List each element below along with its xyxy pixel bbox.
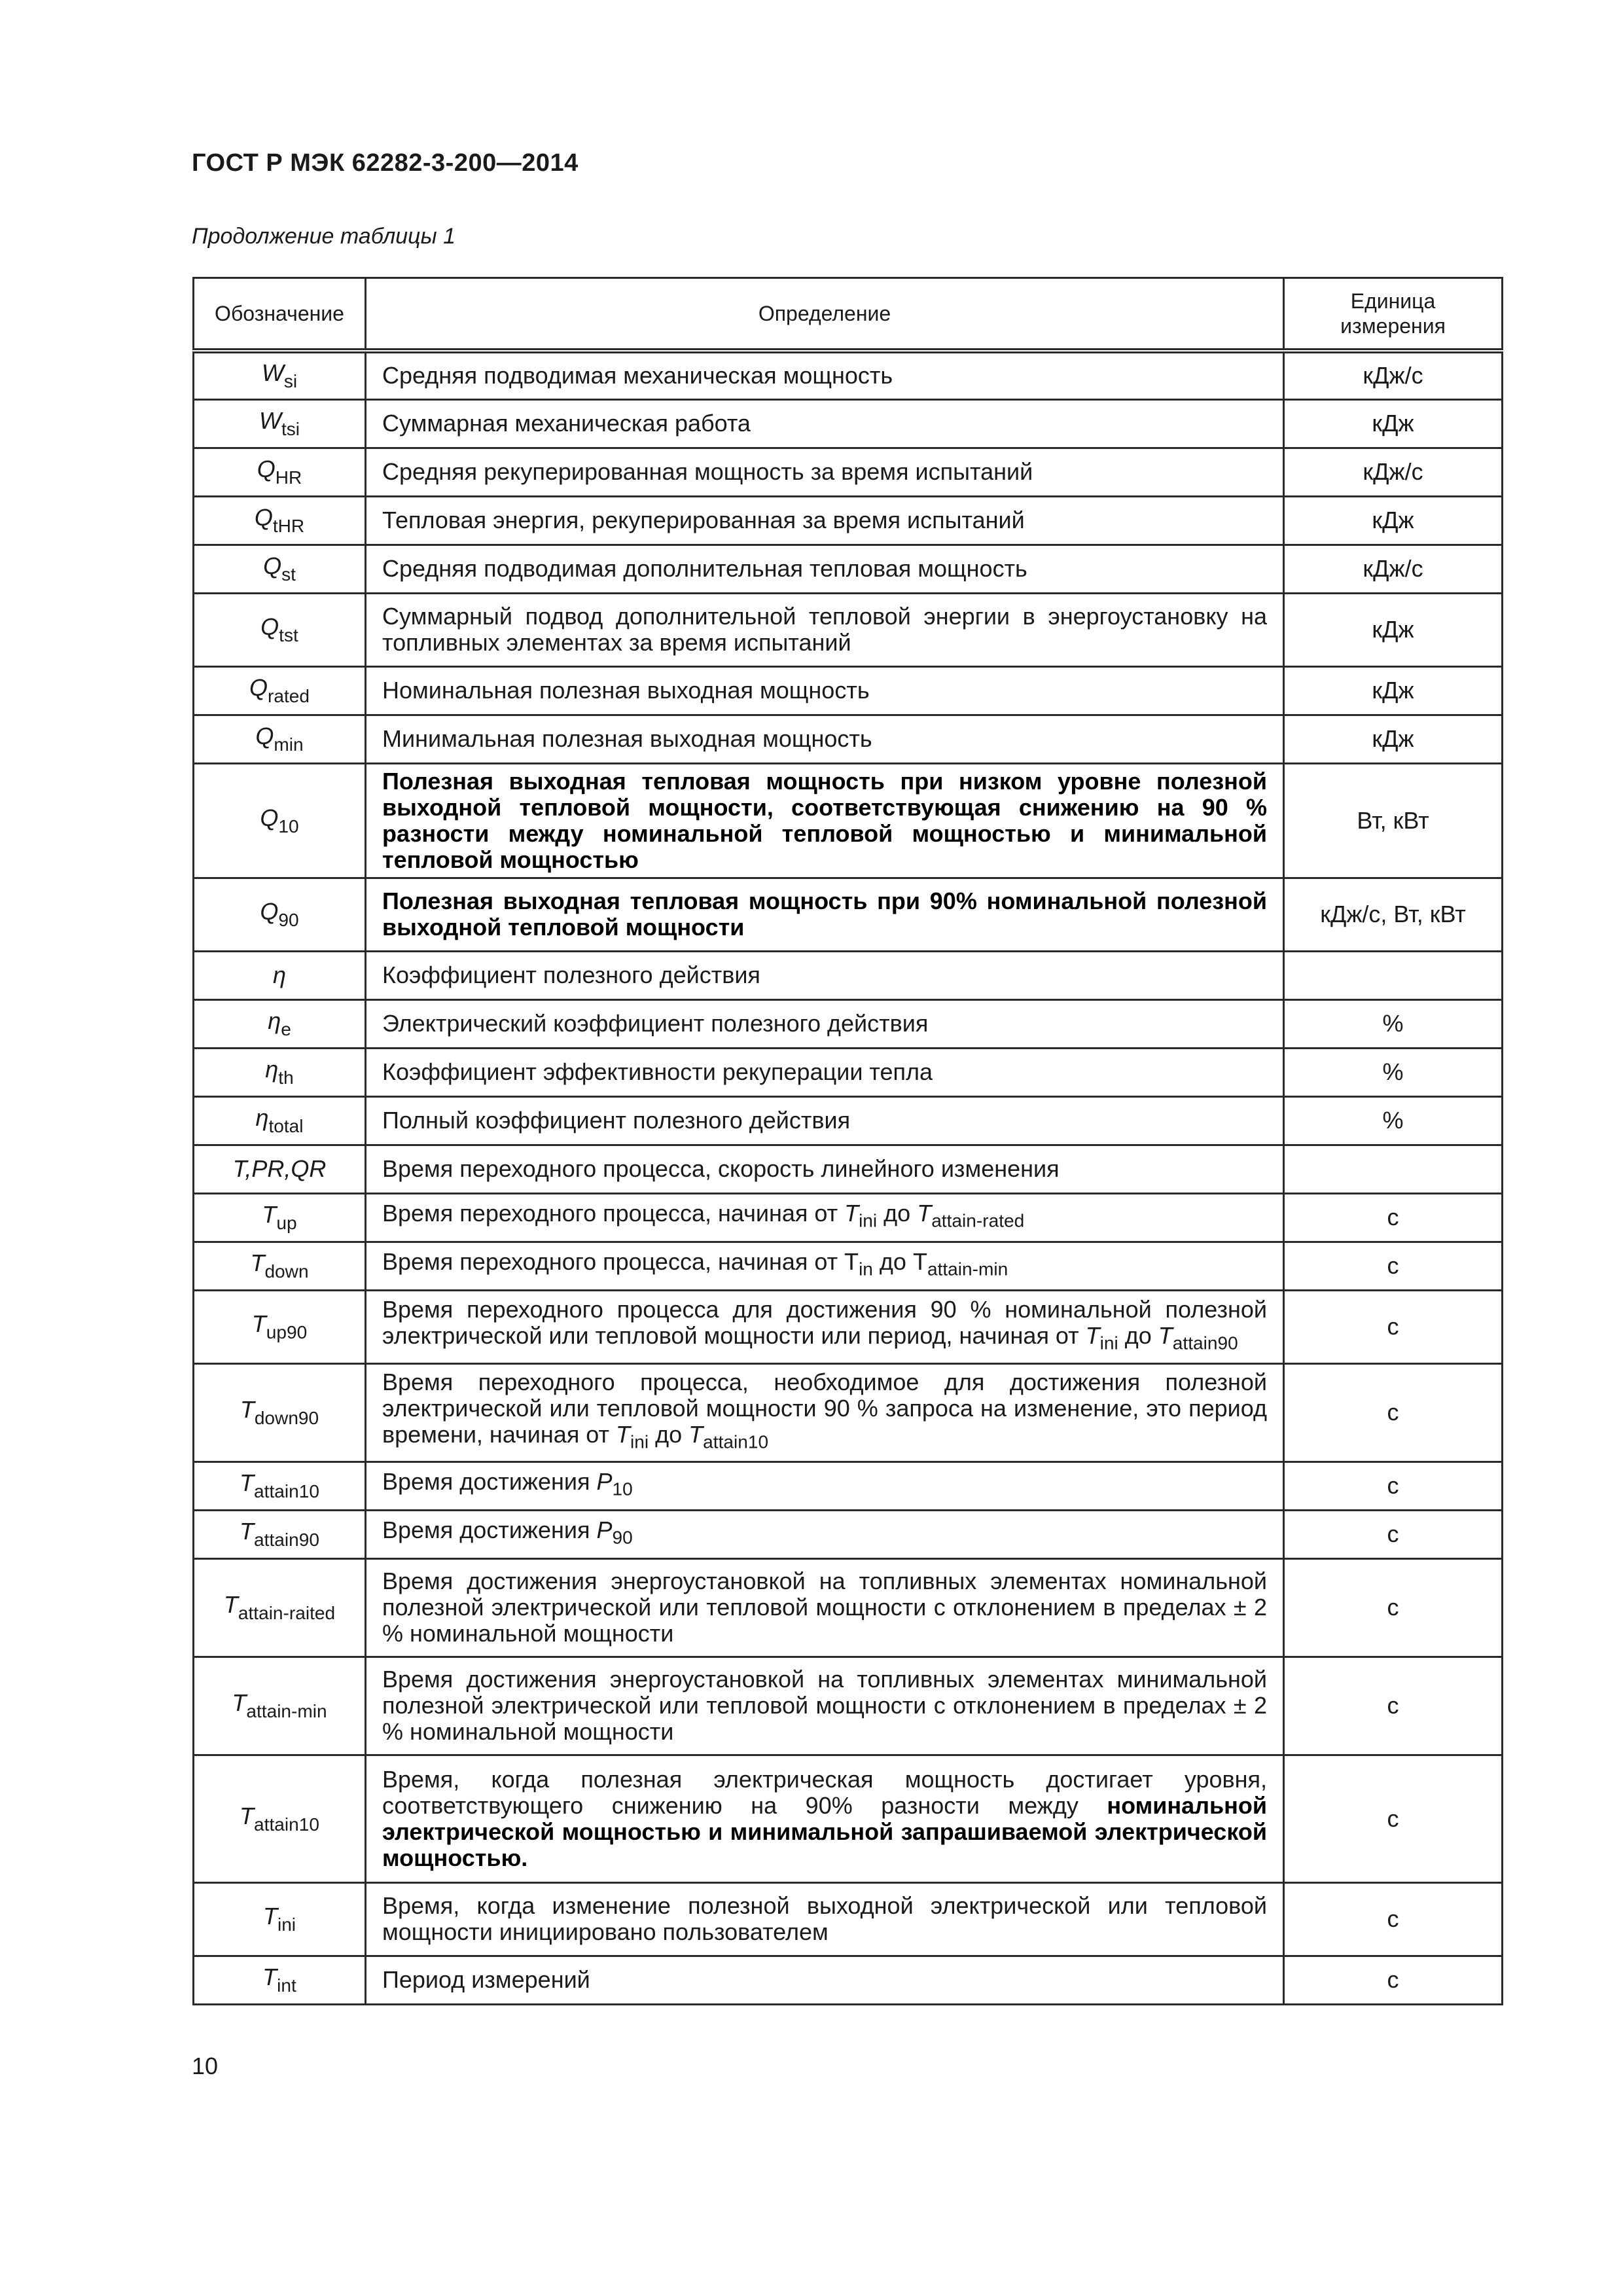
symbol-cell [194, 1363, 366, 1462]
unit-cell: кДж/с, Вт, кВт [1284, 878, 1503, 951]
column-header-symbol: Обозначение [194, 278, 366, 351]
definition-cell [366, 1462, 1284, 1510]
definition-symbol: T [1085, 1322, 1100, 1350]
definition-text: до [877, 1200, 918, 1227]
symbol-subscript: down90 [254, 1407, 319, 1428]
definition-cell [366, 1363, 1284, 1462]
definition-text: Время достижения [382, 1516, 597, 1544]
definition-cell [366, 715, 1284, 763]
symbol-subscript: down [264, 1261, 309, 1282]
definition-text: Полный коэффициент полезного действия [382, 1107, 851, 1134]
symbol-letter: T [262, 1964, 277, 1991]
symbol-subscript: up [276, 1212, 297, 1233]
definition-text: Время переходного процесса, начиная от [382, 1200, 845, 1227]
definition-text: Время достижения [382, 1468, 597, 1496]
unit-cell: кДж [1284, 593, 1503, 666]
symbol-subscript: min [274, 734, 304, 755]
table-row [194, 1363, 1503, 1462]
unit-cell: кДж [1284, 715, 1503, 763]
symbol-subscript: attain-raited [238, 1602, 336, 1623]
definition-cell [366, 448, 1284, 496]
symbol-subscript: st [281, 564, 296, 584]
unit-cell: кДж [1284, 399, 1503, 448]
symbol-letter: T [240, 1396, 255, 1424]
table-row [194, 878, 1503, 951]
definition-cell [366, 593, 1284, 666]
table-row [194, 1956, 1503, 2004]
definition-cell [366, 666, 1284, 715]
symbol-letter: Q [255, 723, 274, 750]
symbol-subscript: attain10 [254, 1814, 319, 1835]
symbol-cell [194, 1096, 366, 1145]
definition-cell [366, 496, 1284, 545]
definition-subscript: 10 [612, 1479, 633, 1499]
definition-subscript: ini [630, 1431, 649, 1452]
definition-cell [366, 1096, 1284, 1145]
column-header-unit-text: Единица измерения [1340, 289, 1446, 338]
symbol-cell [194, 1145, 366, 1193]
symbol-cell [194, 1657, 366, 1755]
unit-cell: с [1284, 1882, 1503, 1956]
symbol-cell [194, 1755, 366, 1882]
table-row [194, 399, 1503, 448]
symbol-subscript: attain10 [254, 1480, 319, 1501]
symbol-cell [194, 545, 366, 593]
definition-cell [366, 1193, 1284, 1242]
symbol-subscript: th [278, 1067, 294, 1088]
definition-symbol: T [844, 1200, 859, 1227]
unit-cell: с [1284, 1242, 1503, 1290]
unit-cell [1284, 1145, 1503, 1193]
definition-cell [366, 1956, 1284, 2004]
symbol-subscript: ini [277, 1914, 296, 1935]
unit-cell: кДж [1284, 496, 1503, 545]
definition-cell [366, 1882, 1284, 1956]
table-row [194, 1242, 1503, 1290]
definition-subscript: attain90 [1172, 1333, 1238, 1354]
symbol-cell [194, 878, 366, 951]
definition-cell [366, 951, 1284, 999]
symbol-letter: T [240, 1469, 255, 1497]
definition-cell [366, 545, 1284, 593]
symbol-subscript: HR [275, 467, 302, 488]
definition-cell [366, 878, 1284, 951]
table-row [194, 351, 1503, 399]
page-number: 10 [192, 2053, 219, 2079]
definition-text: до [1118, 1322, 1158, 1350]
unit-cell: с [1284, 1558, 1503, 1657]
unit-cell: с [1284, 1510, 1503, 1558]
symbol-letter: W [259, 407, 281, 435]
symbol-subscript: rated [268, 685, 310, 706]
column-header-unit [1284, 278, 1503, 351]
definition-text: Средняя подводимая механическая мощность [382, 362, 893, 389]
definition-subscript: in [859, 1259, 873, 1280]
definition-text: Средняя рекуперированная мощность за время испытаний [382, 458, 1033, 485]
definition-text: Минимальная полезная выходная мощность [382, 725, 872, 752]
table-row [194, 496, 1503, 545]
definition-cell [366, 1510, 1284, 1558]
symbols-table [192, 277, 1503, 2005]
definition-text: Суммарный подвод дополнительной тепловой энергии в энергоустановку на топливных элементах за время испытаний [382, 603, 1267, 656]
unit-cell: Вт, кВт [1284, 763, 1503, 878]
table-row [194, 1882, 1503, 1956]
definition-cell [366, 1242, 1284, 1290]
symbol-cell [194, 496, 366, 545]
symbol-cell [194, 448, 366, 496]
definition-symbol: T [1158, 1322, 1173, 1350]
symbol-cell [194, 593, 366, 666]
definition-symbol: T [688, 1421, 704, 1448]
definition-text: Время достижения энергоустановкой на топливных элементах номинальной полезной электрической или тепловой мощности с отклонением в пределах ± 2 % номинальной мощности [382, 1568, 1267, 1647]
definition-cell [366, 1048, 1284, 1096]
symbol-letter: T [251, 1310, 266, 1338]
symbol-letter: Q [260, 898, 279, 925]
symbol-cell [194, 399, 366, 448]
table-row [194, 1558, 1503, 1657]
symbol-subscript: e [281, 1018, 291, 1039]
symbol-cell [194, 1193, 366, 1242]
unit-cell: % [1284, 999, 1503, 1048]
symbol-cell [194, 666, 366, 715]
symbol-subscript: tsi [281, 418, 300, 439]
symbol-subscript: up90 [266, 1321, 308, 1342]
table-row [194, 999, 1503, 1048]
definition-subscript: ini [1099, 1333, 1118, 1354]
column-header-definition: Определение [366, 278, 1284, 351]
table-row [194, 951, 1503, 999]
symbol-cell [194, 1048, 366, 1096]
symbol-subscript: attain90 [254, 1529, 319, 1550]
symbol-subscript: int [277, 1975, 296, 1996]
definition-cell [366, 351, 1284, 399]
symbol-letter: T [223, 1591, 238, 1619]
symbol-letter: Q [263, 552, 282, 580]
unit-cell: с [1284, 1193, 1503, 1242]
definition-text: Время переходного процесса, необходимое для достижения полезной электрической или тепловой мощности 90 % запроса на изменение, это период времени, начиная от [382, 1369, 1267, 1448]
symbol-cell [194, 763, 366, 878]
definition-cell [366, 1558, 1284, 1657]
symbol-cell [194, 1558, 366, 1657]
unit-cell: с [1284, 1657, 1503, 1755]
definition-text: Электрический коэффициент полезного действия [382, 1010, 929, 1037]
definition-text: Номинальная полезная выходная мощность [382, 677, 870, 704]
definition-cell [366, 763, 1284, 878]
symbol-cell [194, 351, 366, 399]
definition-text: Время, когда изменение полезной выходной электрической или тепловой мощности инициировано пользователем [382, 1892, 1267, 1945]
definition-symbol: T [616, 1421, 631, 1448]
table-row [194, 1096, 1503, 1145]
definition-subscript: attain-min [927, 1259, 1008, 1280]
symbol-cell [194, 715, 366, 763]
definition-text: Средняя подводимая дополнительная тепловая мощность [382, 555, 1027, 582]
symbol-letter: Q [257, 456, 276, 483]
document-title: ГОСТ Р МЭК 62282-3-200—2014 [192, 149, 579, 177]
table-row [194, 1462, 1503, 1510]
table-row [194, 1510, 1503, 1558]
symbol-letter: T [240, 1802, 255, 1829]
unit-cell: % [1284, 1048, 1503, 1096]
definition-text: Полезная выходная тепловая мощность при низком уровне полезной выходной тепловой мощности, соответствующая снижению на 90 % разности между номинальной тепловой мощностью и минимальной тепловой мощностью [382, 767, 1267, 873]
unit-cell: кДж/с [1284, 448, 1503, 496]
symbol-subscript: 10 [278, 816, 299, 836]
unit-cell: с [1284, 1462, 1503, 1510]
symbol-subscript: 90 [278, 909, 299, 930]
definition-text: Время переходного процесса, начиная от T [382, 1248, 859, 1276]
symbol-cell [194, 1956, 366, 2004]
unit-cell: кДж/с [1284, 545, 1503, 593]
table-row [194, 545, 1503, 593]
table-row [194, 1145, 1503, 1193]
symbol-letter: T [240, 1518, 255, 1545]
definition-subscript: attain-rated [931, 1210, 1025, 1231]
symbol-subscript: total [268, 1115, 304, 1136]
symbol-cell [194, 951, 366, 999]
table-row [194, 1048, 1503, 1096]
unit-cell: кДж [1284, 666, 1503, 715]
symbol-letter: η [265, 1056, 279, 1083]
symbol-cell [194, 1242, 366, 1290]
symbol-letter: η [268, 1007, 281, 1035]
symbol-letter: T [232, 1689, 247, 1717]
definition-text: Коэффициент полезного действия [382, 961, 760, 988]
table-row [194, 1657, 1503, 1755]
symbol-cell [194, 999, 366, 1048]
definition-cell [366, 1657, 1284, 1755]
definition-cell [366, 399, 1284, 448]
table-row [194, 666, 1503, 715]
symbol-letter: Q [249, 674, 268, 702]
definition-text: Время переходного процесса, скорость линейного изменения [382, 1155, 1060, 1182]
symbol-letter: W [261, 359, 284, 387]
symbol-letter: T [262, 1903, 277, 1930]
symbol-letter: η [273, 961, 286, 988]
table-caption: Продолжение таблицы 1 [192, 224, 455, 249]
definition-text: Суммарная механическая работа [382, 410, 751, 437]
definition-bold-text: номинальной электрической мощностью и минимальной запрашиваемой электрической мощностью. [382, 1791, 1267, 1871]
unit-cell: с [1284, 1755, 1503, 1882]
definition-text: Период измерений [382, 1966, 590, 1993]
unit-cell: с [1284, 1363, 1503, 1462]
definition-text: Время, когда полезная электрическая мощность достигает уровня, соответствующего снижению на 90% разности между [382, 1765, 1267, 1819]
table-row [194, 1755, 1503, 1882]
table-row [194, 1193, 1503, 1242]
unit-cell: с [1284, 1290, 1503, 1363]
definition-symbol: P [596, 1516, 613, 1544]
symbol-subscript: tst [279, 624, 298, 645]
definition-text: Тепловая энергия, рекуперированная за время испытаний [382, 507, 1025, 533]
definition-text: Коэффициент эффективности рекуперации тепла [382, 1058, 933, 1085]
symbol-letter: η [255, 1104, 269, 1132]
symbol-subscript: attain-min [246, 1700, 327, 1721]
definition-text: до [649, 1421, 689, 1448]
symbol-letter: Q [260, 613, 279, 641]
definition-cell [366, 1145, 1284, 1193]
definition-cell [366, 999, 1284, 1048]
symbol-cell [194, 1510, 366, 1558]
symbol-subscript: tHR [272, 515, 305, 536]
definition-text: до T [872, 1248, 927, 1276]
symbol-letter: T [250, 1249, 265, 1277]
symbol-letter: Q [260, 804, 279, 831]
symbol-letter: T [262, 1201, 277, 1229]
unit-cell: % [1284, 1096, 1503, 1145]
symbol-letter: T,PR,QR [232, 1155, 327, 1182]
table-row [194, 763, 1503, 878]
unit-cell [1284, 951, 1503, 999]
definition-subscript: 90 [612, 1527, 633, 1548]
table-row [194, 593, 1503, 666]
table-row [194, 715, 1503, 763]
definition-text: Время переходного процесса для достижения 90 % номинальной полезной электрической или тепловой мощности или период, начиная от [382, 1296, 1267, 1350]
definition-cell [366, 1755, 1284, 1882]
symbol-cell [194, 1882, 366, 1956]
symbol-subscript: si [283, 371, 298, 392]
definition-text: Время достижения энергоустановкой на топливных элементах минимальной полезной электрической или тепловой мощности с отклонением в пределах ± 2 % номинальной мощности [382, 1666, 1267, 1745]
definition-symbol: T [917, 1200, 932, 1227]
definition-subscript: attain10 [703, 1431, 769, 1452]
definition-text: Полезная выходная тепловая мощность при 90% номинальной полезной выходной тепловой мощности [382, 888, 1267, 941]
table-header-row [194, 278, 1503, 351]
table-row [194, 1290, 1503, 1363]
symbol-cell [194, 1462, 366, 1510]
unit-cell: кДж/с [1284, 351, 1503, 399]
symbol-letter: Q [254, 504, 273, 531]
definition-symbol: P [596, 1468, 613, 1496]
definition-subscript: ini [859, 1210, 878, 1231]
unit-cell: с [1284, 1956, 1503, 2004]
symbol-cell [194, 1290, 366, 1363]
table-row [194, 448, 1503, 496]
definition-cell [366, 1290, 1284, 1363]
